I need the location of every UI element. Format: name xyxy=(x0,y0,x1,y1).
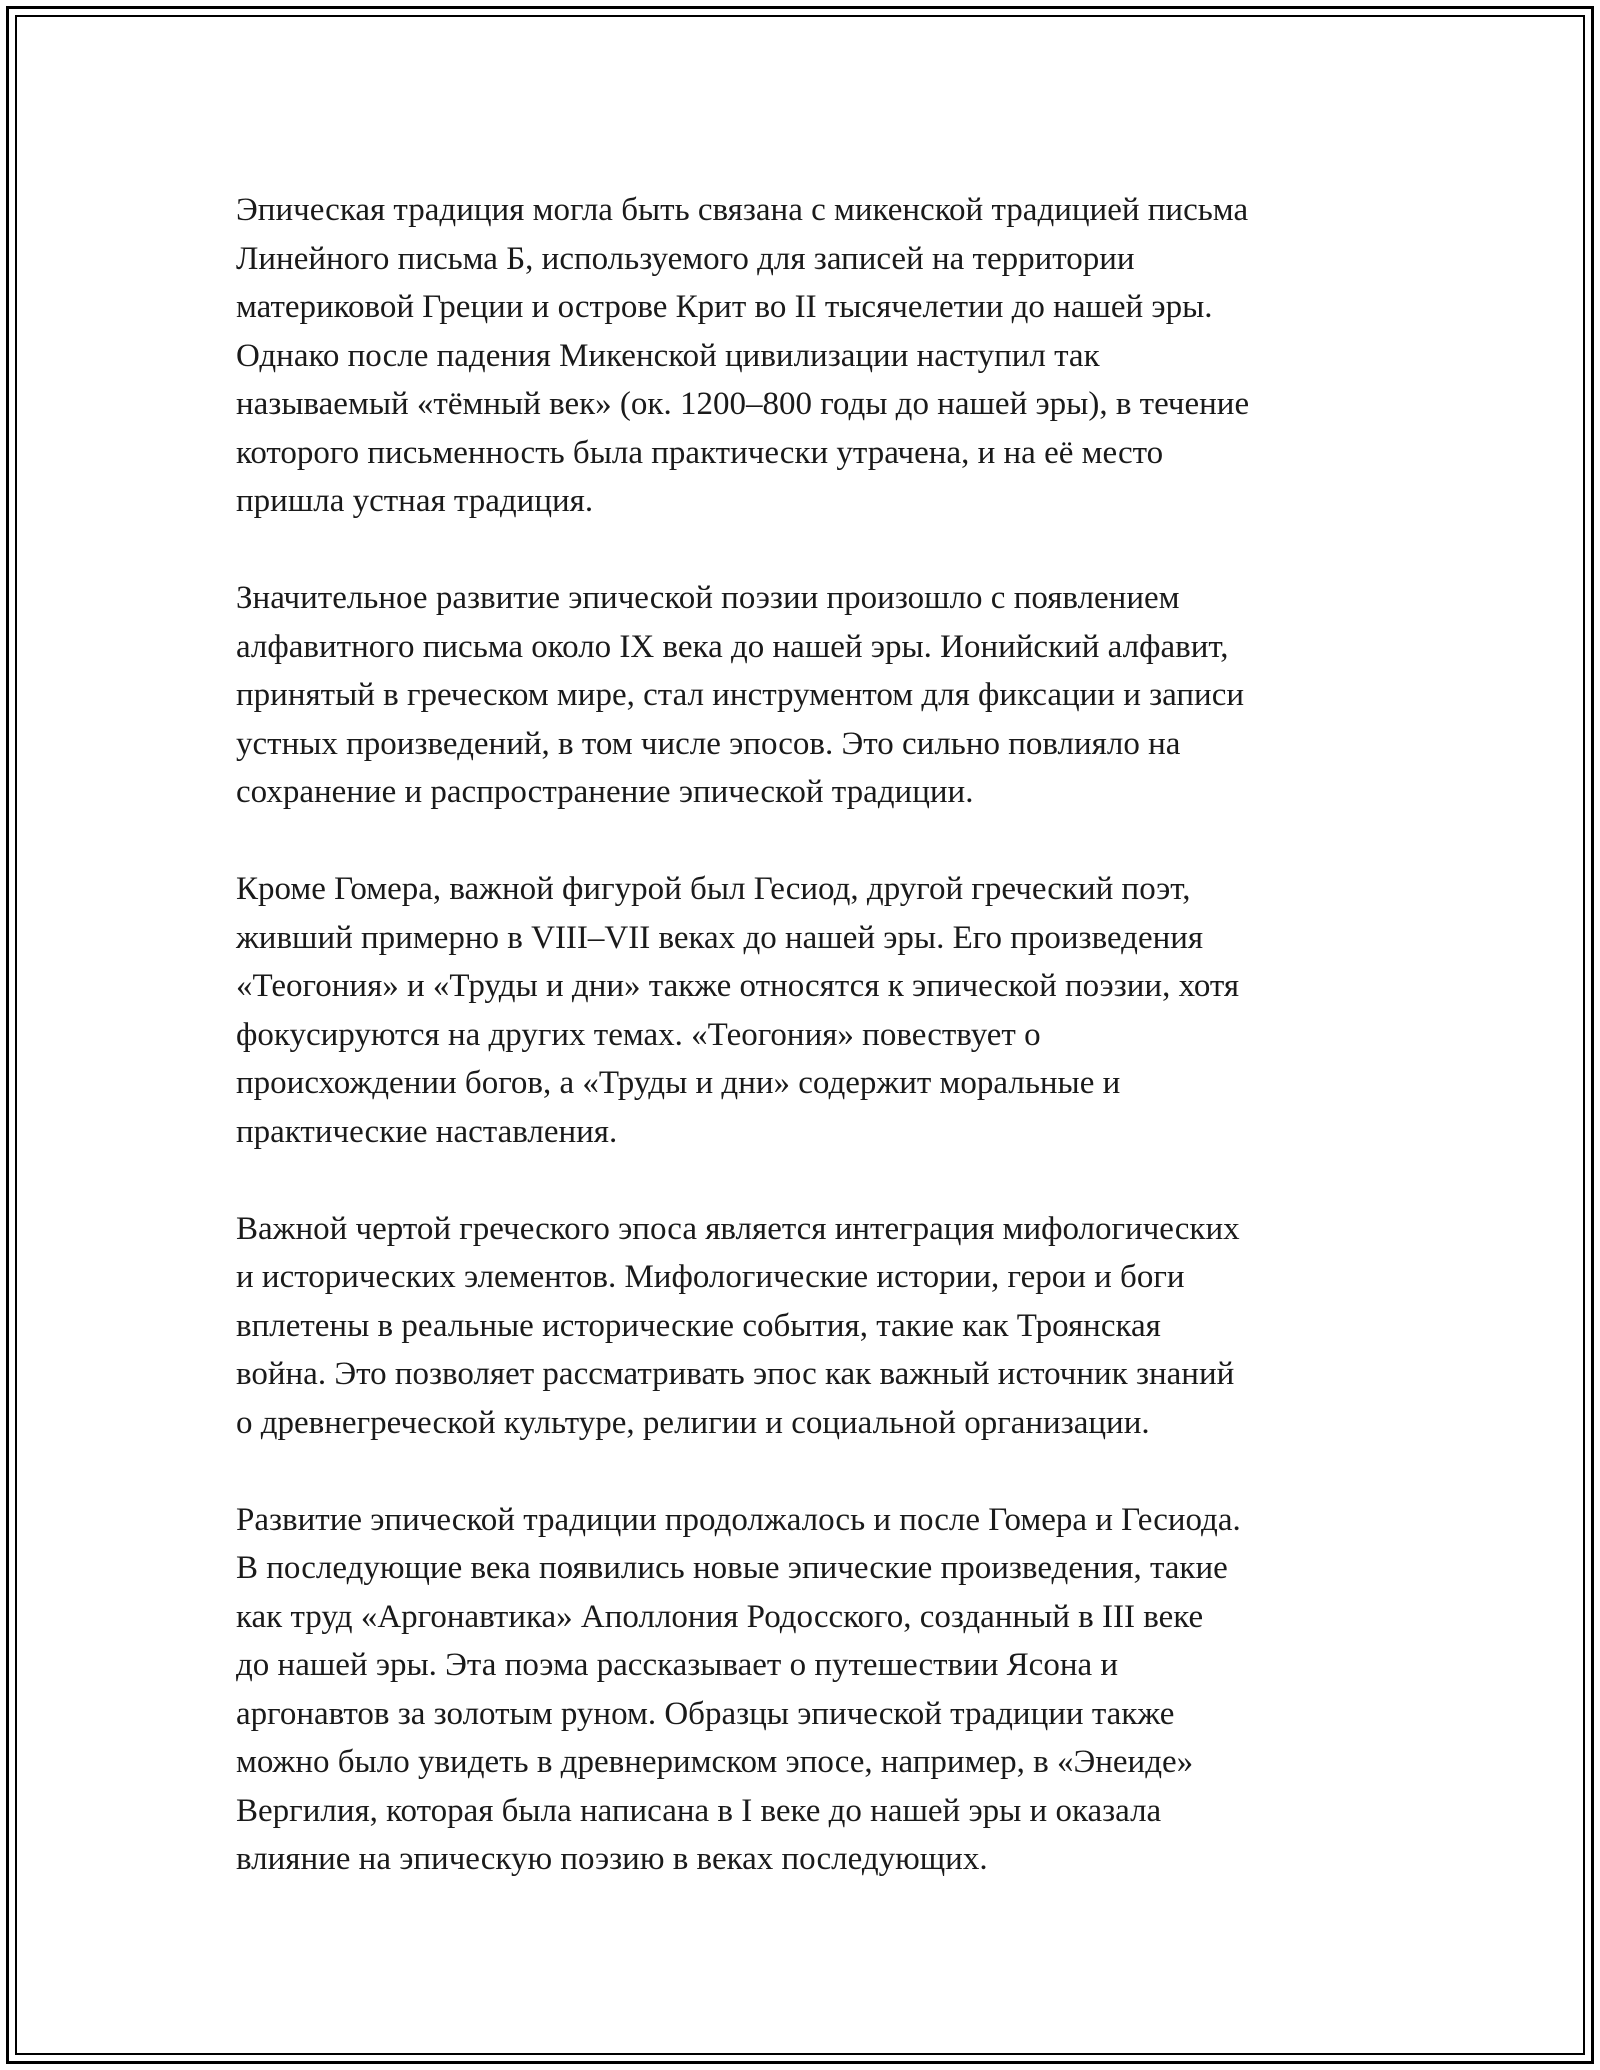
paragraph-hesiod: Кроме Гомера, важной фигурой был Гесиод, другой греческий поэт, живший примерно в VIII–VII веках до нашей эры. Его произведения «Теогония» и «Труды и дни» также относятся к эпической поэзии, хотя фокусируются на других темах. «Теогония» повествует о происхождении богов, а «Труды и дни» содержит моральные и практические наставления. xyxy=(236,871,1240,1150)
paragraph-mycenaean-tradition: Эпическая традиция могла быть связана с микенской традицией письма Линейного письма Б, используемого для записей на территории материковой Греции и острове Крит во II тысячелетии до нашей эры. Однако после падения Микенской цивилизации наступил так называемый «тёмный век» (ок. 1200–800 годы до нашей эры), в течение которого письменность была практически утрачена, и на её место пришла устная традиция. xyxy=(236,192,1250,519)
paragraph-later-epic-tradition: Развитие эпической традиции продолжалось и после Гомера и Гесиода. В последующие века появились новые эпические произведения, такие как труд «Аргонавтика» Аполлония Родосского, созданный в III веке до нашей эры. Эта поэма рассказывает о путешествии Ясона и аргонавтов за золотым руном. Образцы эпической традиции также можно было увидеть в древнеримском эпосе, например, в «Энеиде» Вергилия, которая была написана в I веке до нашей эры и оказала влияние на эпическую поэзию в веках последующих. xyxy=(236,1501,1241,1877)
paragraph-alphabet-writing: Значительное развитие эпической поэзии произошло с появлением алфавитного письма около IX века до нашей эры. Ионийский алфавит, принятый в греческом мире, стал инструментом для фиксации и записи устных произведений, в том числе эпосов. Это сильно повлияло на сохранение и распространение эпической традиции. xyxy=(236,580,1244,810)
document-body xyxy=(236,186,1396,1932)
paragraph-myth-history-integration: Важной чертой греческого эпоса является интеграция мифологических и исторических элементов. Мифологические истории, герои и боги вплетены в реальные исторические события, такие как Троянская война. Это позволяет рассматривать эпос как важный источник знаний о древнегреческой культуре, религии и социальной организации. xyxy=(236,1210,1240,1441)
